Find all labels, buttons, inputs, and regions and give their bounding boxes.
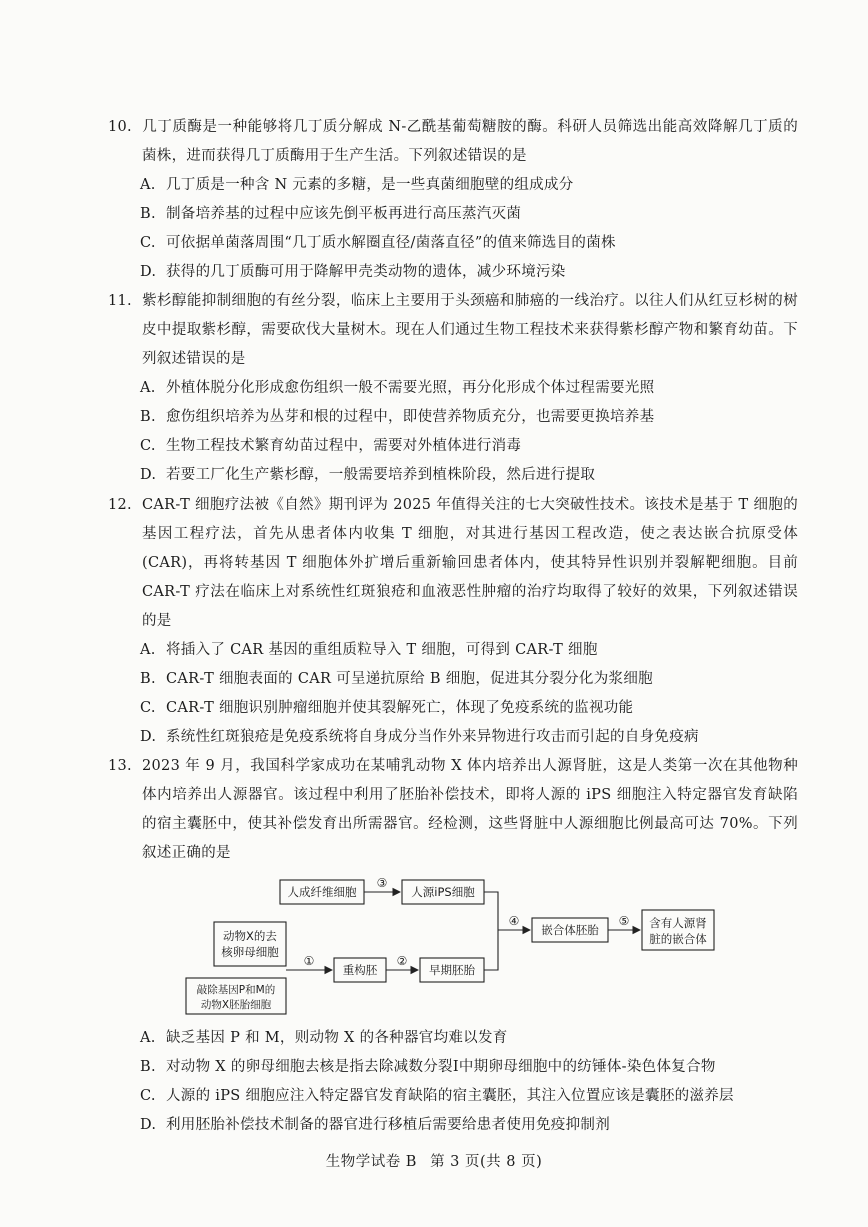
label-step5: ⑤ — [618, 914, 630, 928]
label-early: 早期胚胎 — [429, 963, 475, 977]
label-recon: 重构胚 — [342, 963, 378, 977]
question-number: 11. — [108, 293, 132, 309]
page-footer — [0, 1150, 868, 1171]
option-b: B. CAR-T 细胞表面的 CAR 可呈递抗原给 B 细胞，促进其分裂分化为浆细胞 — [140, 671, 653, 687]
question-10 — [108, 113, 798, 287]
question-12 — [108, 491, 798, 752]
question-number: 12. — [108, 497, 132, 513]
question-number: 13. — [108, 758, 132, 774]
option-d: D. 利用胚胎补偿技术制备的器官进行移植后需要给患者使用免疫抑制剂 — [140, 1117, 610, 1133]
label-result-1: 含有人源肾 — [649, 916, 707, 930]
question-11 — [108, 287, 798, 490]
stem-text: 2023 年 9 月，我国科学家成功在某哺乳动物 X 体内培养出人源肾脏，这是人类第一次在其他物种体内培养出人源器官。该过程中利用了胚胎补偿技术，即将人源的 iPS 细胞注入特定器官发育缺陷的宿主囊胚中，使其补偿发育出所需器官。经检测，这些肾脏中人源细胞比例最高可达 70%。下列叙述正确的是 — [142, 758, 798, 861]
label-result-2: 脏的嵌合体 — [649, 932, 707, 946]
question-stem — [108, 752, 798, 868]
label-knockout-2: 动物X胚胎细胞 — [200, 999, 272, 1011]
option-c: C. 人源的 iPS 细胞应注入特定器官发育缺陷的宿主囊胚，其注入位置应该是囊胚的滋养层 — [140, 1088, 734, 1104]
option-a: A. 将插入了 CAR 基因的重组质粒导入 T 细胞，可得到 CAR-T 细胞 — [140, 642, 598, 658]
stem-text: 几丁质酶是一种能够将几丁质分解成 N-乙酰基葡萄糖胺的酶。科研人员筛选出能高效降解几丁质的菌株，进而获得几丁质酶用于生产生活。下列叙述错误的是 — [142, 119, 798, 164]
question-13 — [108, 752, 798, 868]
question-stem — [108, 491, 798, 636]
label-human-ips: 人源iPS细胞 — [411, 885, 475, 899]
label-step3: ③ — [376, 876, 388, 890]
option-a: A. 外植体脱分化形成愈伤组织一般不需要光照，再分化形成个体过程需要光照 — [140, 380, 655, 396]
footer-page: 第 3 页(共 8 页) — [430, 1154, 543, 1170]
question-stem — [108, 287, 798, 374]
label-oocyte-1: 动物X的去 — [223, 929, 277, 943]
option-a: A. 缺乏基因 P 和 M，则动物 X 的各种器官均难以发育 — [140, 1030, 508, 1046]
label-knockout-1: 敲除基因P和M的 — [196, 984, 276, 996]
option-a: A. 几丁质是一种含 N 元素的多糖，是一些真菌细胞壁的组成成分 — [140, 177, 574, 193]
stem-text: CAR-T 细胞疗法被《自然》期刊评为 2025 年值得关注的七大突破性技术。该技术是基于 T 细胞的基因工程疗法，首先从患者体内收集 T 细胞，对其进行基因工程改造，使之表达嵌合抗原受体(CAR)，再将转基因 T 细胞体外扩增后重新输回患者体内，使其特异性识别并裂解靶细胞。目前 CAR-T 疗法在临床上对系统性红斑狼疮和血液恶性肿瘤的治疗均取得了较好的效果，下列叙述错误的是 — [142, 497, 798, 629]
question-13-options — [108, 1024, 798, 1140]
option-c: C. 可依据单菌落周围“几丁质水解圈直径/菌落直径”的值来筛选目的菌株 — [140, 235, 616, 251]
option-b: B. 愈伤组织培养为丛芽和根的过程中，即使营养物质充分，也需要更换培养基 — [140, 409, 655, 425]
label-chimera: 嵌合体胚胎 — [541, 923, 599, 937]
label-human-fiber: 人成纤维细胞 — [287, 885, 357, 899]
label-step1: ① — [303, 954, 315, 968]
label-oocyte-2: 核卵母细胞 — [221, 945, 279, 959]
stem-text: 紫杉醇能抑制细胞的有丝分裂，临床上主要用于头颈癌和肺癌的一线治疗。以往人们从红豆杉树的树皮中提取紫杉醇，需要砍伐大量树木。现在人们通过生物工程技术来获得紫杉醇产物和繁育幼苗。下列叙述错误的是 — [142, 293, 798, 367]
footer-subject: 生物学试卷 B — [325, 1154, 417, 1170]
option-c: C. 生物工程技术繁育幼苗过程中，需要对外植体进行消毒 — [140, 438, 522, 454]
option-c: C. CAR-T 细胞识别肿瘤细胞并使其裂解死亡，体现了免疫系统的监视功能 — [140, 700, 634, 716]
question-stem — [108, 113, 798, 171]
label-step4: ④ — [508, 914, 520, 928]
option-b: B. 对动物 X 的卵母细胞去核是指去除减数分裂Ⅰ中期卵母细胞中的纺锤体-染色体复合物 — [140, 1059, 716, 1075]
option-b: B. 制备培养基的过程中应该先倒平板再进行高压蒸汽灭菌 — [140, 206, 522, 222]
option-d: D. 获得的几丁质酶可用于降解甲壳类动物的遗体，减少环境污染 — [140, 264, 566, 280]
option-d: D. 若要工厂化生产紫杉醇，一般需要培养到植株阶段，然后进行提取 — [140, 467, 596, 483]
option-d: D. 系统性红斑狼疮是免疫系统将自身成分当作外来异物进行攻击而引起的自身免疫病 — [140, 729, 699, 745]
question-number: 10. — [108, 119, 132, 135]
label-step2: ② — [396, 954, 408, 968]
embryo-compensation-diagram — [176, 872, 736, 1022]
